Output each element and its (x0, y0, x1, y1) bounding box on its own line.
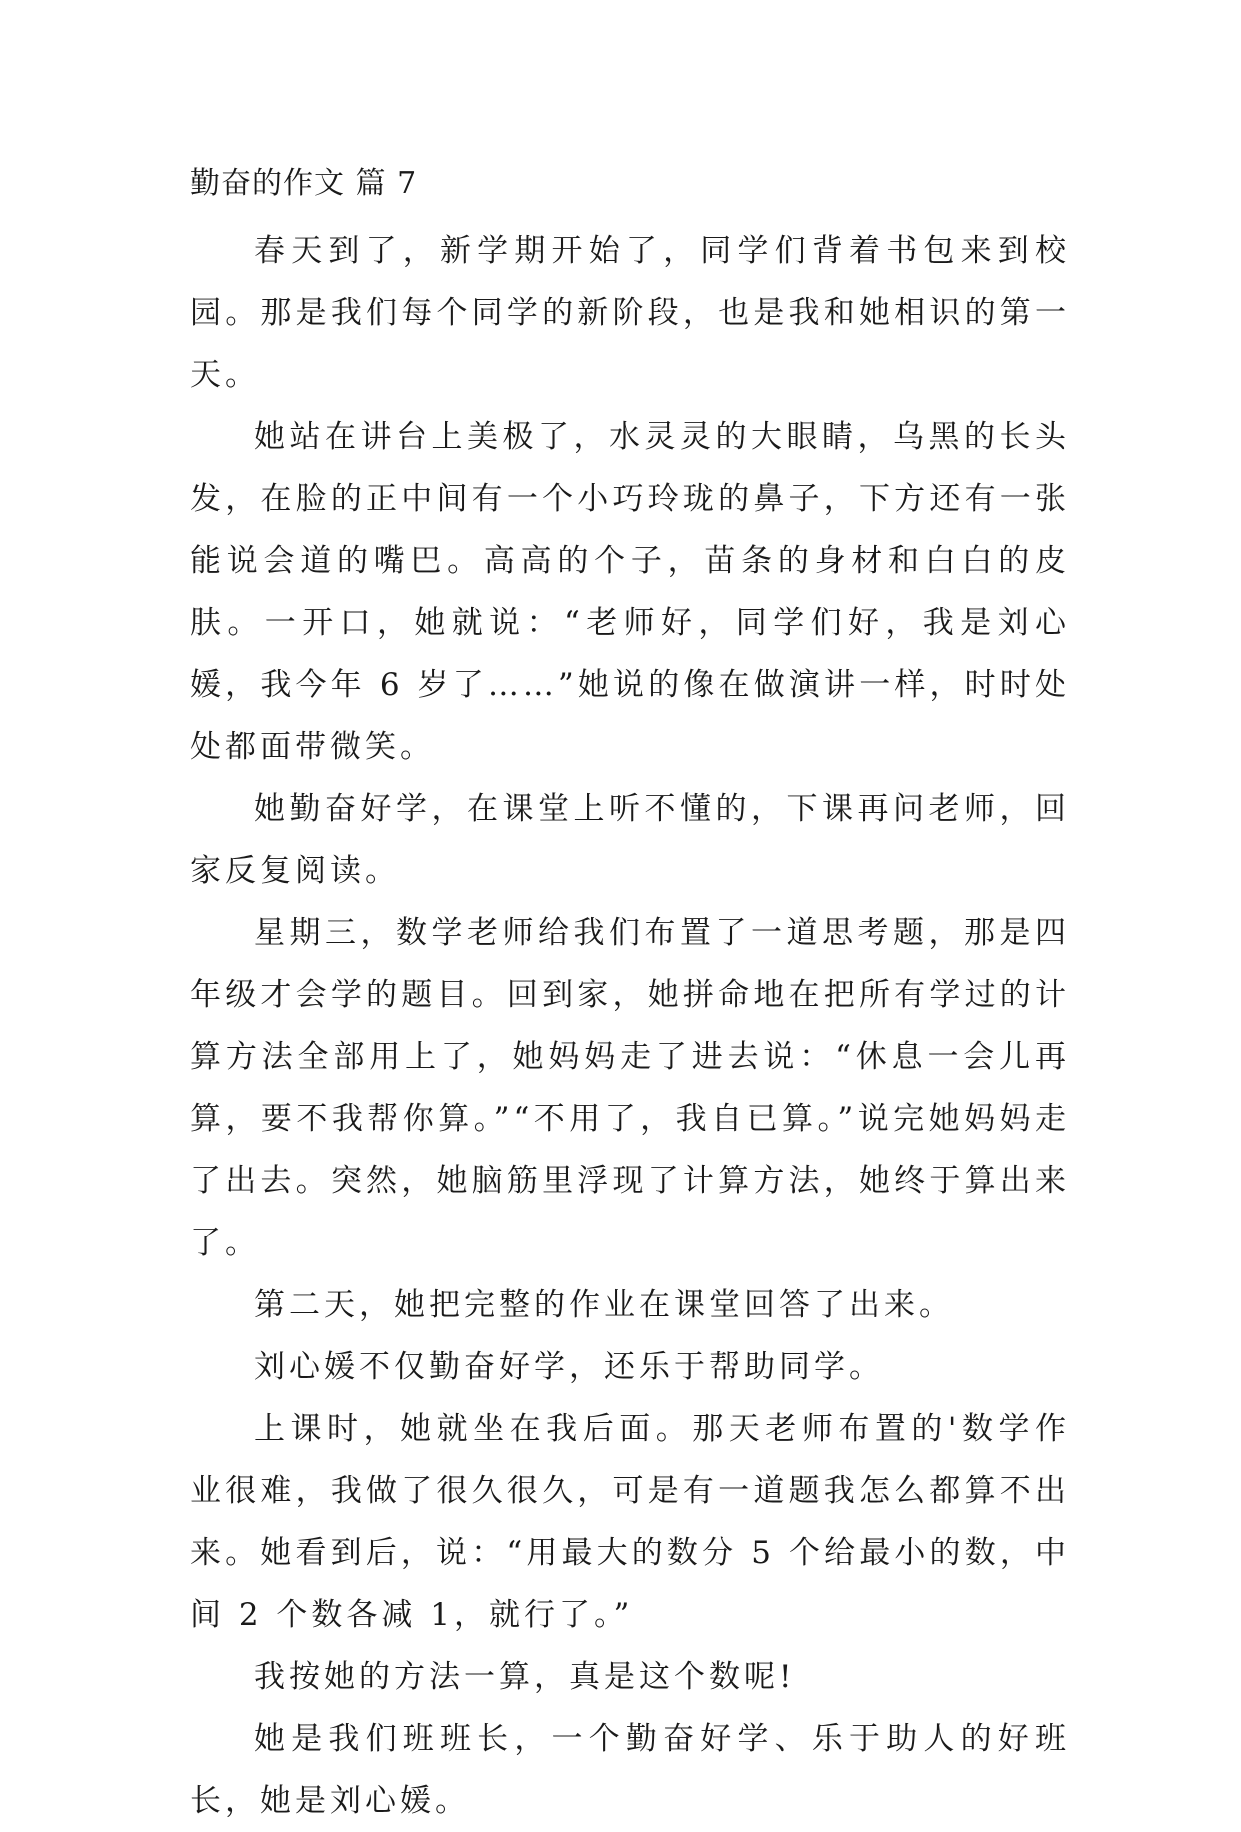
document-title: 勤奋的作文 篇 7 (190, 166, 418, 201)
paragraph: 第二天，她把完整的作业在课堂回答了出来。 (254, 1287, 954, 1323)
paragraph: 上课时，她就坐在我后面。那天老师布置的'数学作业很难，我做了很久很久，可是有一道题我怎么都算不出来。她看到后，说：“用最大的数分 5 个给最小的数，中间 2 个数各减 1，就行了。” (190, 1411, 1070, 1633)
paragraph: 她勤奋好学，在课堂上听不懂的，下课再问老师，回家反复阅读。 (190, 791, 1070, 889)
paragraph: 刘心媛不仅勤奋好学，还乐于帮助同学。 (254, 1349, 884, 1385)
paragraph: 她站在讲台上美极了，水灵灵的大眼睛，乌黑的长头发，在脸的正中间有一个小巧玲珑的鼻子，下方还有一张能说会道的嘴巴。高高的个子，苗条的身材和白白的皮肤。一开口，她就说：“老师好，同学们好，我是刘心媛，我今年 6 岁了……”她说的像在做演讲一样，时时处处都面带微笑。 (190, 419, 1070, 765)
paragraph: 星期三，数学老师给我们布置了一道思考题，那是四年级才会学的题目。回到家，她拼命地在把所有学过的计算方法全部用上了，她妈妈走了进去说：“休息一会儿再算，要不我帮你算。”“不用了，我自已算。”说完她妈妈走了出去。突然，她脑筋里浮现了计算方法，她终于算出来了。 (190, 915, 1070, 1261)
paragraph: 春天到了，新学期开始了，同学们背着书包来到校园。那是我们每个同学的新阶段，也是我和她相识的第一天。 (190, 233, 1070, 393)
document-body (190, 220, 1070, 1832)
paragraph: 她是我们班班长，一个勤奋好学、乐于助人的好班长，她是刘心媛。 (190, 1721, 1070, 1819)
paragraph: 我按她的方法一算，真是这个数呢! (254, 1659, 796, 1695)
